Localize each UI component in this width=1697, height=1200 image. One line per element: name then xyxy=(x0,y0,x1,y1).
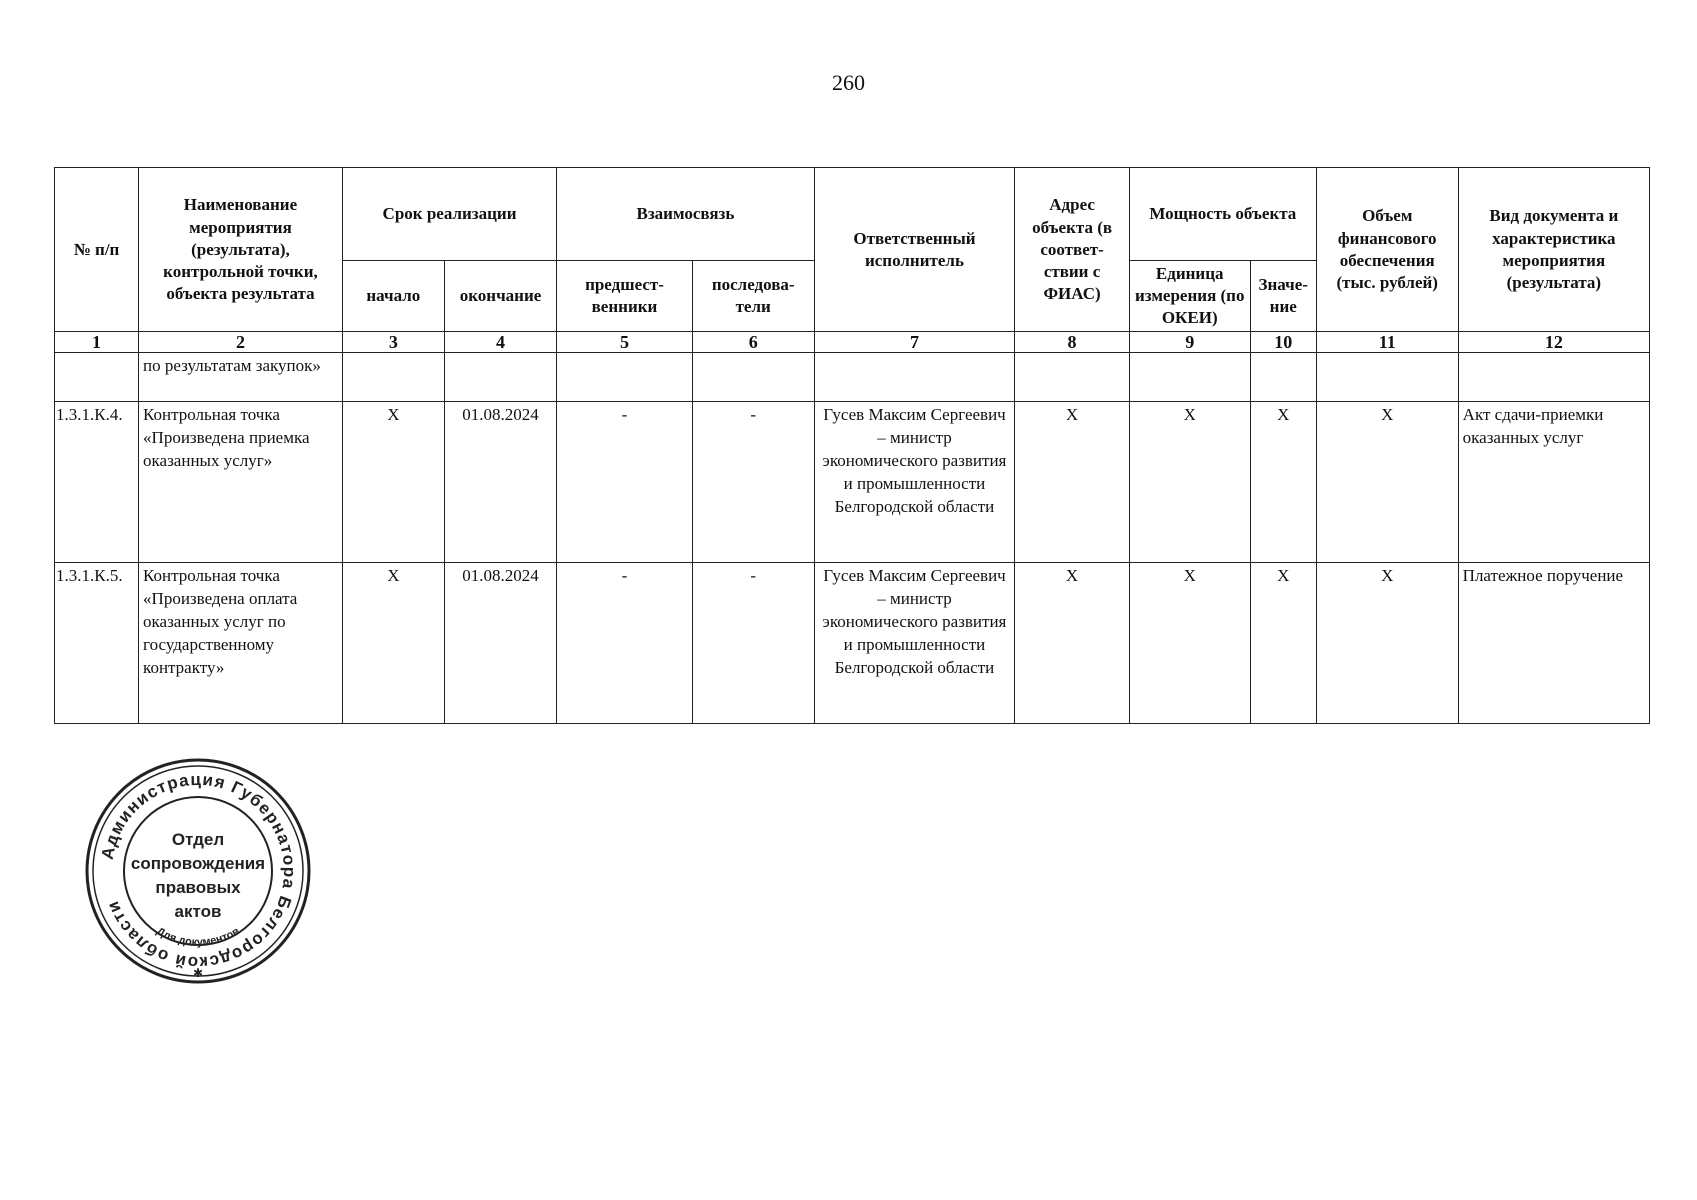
column-number: 9 xyxy=(1129,332,1250,353)
table-cell xyxy=(557,353,693,402)
header-link: Взаимосвязь xyxy=(557,168,814,261)
row-executor: Гусев Максим Сергеевич – министр экономического развития и промышленности Белгородской области xyxy=(814,402,1015,563)
continuation-name: по результатам закупок» xyxy=(139,353,343,402)
row-name: Контрольная точка «Произведена оплата оказанных услуг по государственному контракту» xyxy=(139,563,343,724)
page-number: 260 xyxy=(832,70,865,95)
column-number: 7 xyxy=(814,332,1015,353)
row-address: X xyxy=(1015,563,1130,724)
svg-text:Для документов xyxy=(154,925,242,948)
header-address: Адрес объекта (в соответ-ствии с ФИАС) xyxy=(1015,168,1130,332)
table-row xyxy=(55,402,1650,563)
header-row xyxy=(55,168,1650,261)
stamp-bottom-text: Для документов xyxy=(154,925,242,949)
row-unit: X xyxy=(1129,563,1250,724)
column-number: 12 xyxy=(1458,332,1649,353)
column-number: 1 xyxy=(55,332,139,353)
header-term-start: начало xyxy=(342,261,444,332)
table-cell xyxy=(444,353,556,402)
row-doc: Платежное поручение xyxy=(1458,563,1649,724)
row-value: X xyxy=(1250,402,1316,563)
column-number: 5 xyxy=(557,332,693,353)
table-cell xyxy=(342,353,444,402)
row-next: - xyxy=(692,563,814,724)
column-number: 2 xyxy=(139,332,343,353)
row-num: 1.3.1.К.5. xyxy=(55,563,139,724)
table-cell xyxy=(1458,353,1649,402)
header-link-prev: предшест-венники xyxy=(557,261,693,332)
column-number: 10 xyxy=(1250,332,1316,353)
row-prev: - xyxy=(557,402,693,563)
stamp-center-line: правовых xyxy=(155,878,241,897)
column-number: 6 xyxy=(692,332,814,353)
row-end: 01.08.2024 xyxy=(444,563,556,724)
column-number: 11 xyxy=(1316,332,1458,353)
column-number: 8 xyxy=(1015,332,1130,353)
header-term: Срок реализации xyxy=(342,168,556,261)
table-cell xyxy=(55,353,139,402)
row-start: X xyxy=(342,402,444,563)
header-doc: Вид документа и характеристика мероприятия (результата) xyxy=(1458,168,1649,332)
measures-table xyxy=(54,167,1650,724)
row-start: X xyxy=(342,563,444,724)
header-link-next: последова-тели xyxy=(692,261,814,332)
header-capacity: Мощность объекта xyxy=(1129,168,1316,261)
stamp-star-icon: ✱ xyxy=(192,966,204,980)
row-finance: X xyxy=(1316,563,1458,724)
header-num: № п/п xyxy=(55,168,139,332)
row-executor: Гусев Максим Сергеевич – министр экономического развития и промышленности Белгородской области xyxy=(814,563,1015,724)
table-cell xyxy=(1129,353,1250,402)
row-value: X xyxy=(1250,563,1316,724)
header-term-end: окончание xyxy=(444,261,556,332)
stamp-ring-text: Администрация Губернатора Белгородской области xyxy=(97,769,300,973)
table-cell xyxy=(1015,353,1130,402)
table-cell xyxy=(1316,353,1458,402)
row-unit: X xyxy=(1129,402,1250,563)
header-executor: Ответственный исполнитель xyxy=(814,168,1015,332)
stamp-center-line: актов xyxy=(174,902,222,921)
stamp-center-line: Отдел xyxy=(171,830,225,849)
header-value: Значе-ние xyxy=(1250,261,1316,332)
header-finance: Объем финансового обеспечения (тыс. рублей) xyxy=(1316,168,1458,332)
row-address: X xyxy=(1015,402,1130,563)
column-number-row xyxy=(55,332,1650,353)
row-doc: Акт сдачи-приемки оказанных услуг xyxy=(1458,402,1649,563)
continuation-row xyxy=(55,353,1650,402)
row-finance: X xyxy=(1316,402,1458,563)
row-next: - xyxy=(692,402,814,563)
table-cell xyxy=(1250,353,1316,402)
row-end: 01.08.2024 xyxy=(444,402,556,563)
column-number: 4 xyxy=(444,332,556,353)
stamp-center-line: сопровождения xyxy=(130,854,266,873)
row-num: 1.3.1.К.4. xyxy=(55,402,139,563)
department-stamp xyxy=(82,755,314,987)
table-row xyxy=(55,563,1650,724)
column-number: 3 xyxy=(342,332,444,353)
header-name: Наименование мероприятия (результата), контрольной точки, объекта результата xyxy=(139,168,343,332)
header-unit: Единица измерения (по ОКЕИ) xyxy=(1129,261,1250,332)
row-prev: - xyxy=(557,563,693,724)
table-cell xyxy=(814,353,1015,402)
table-cell xyxy=(692,353,814,402)
row-name: Контрольная точка «Произведена приемка оказанных услуг» xyxy=(139,402,343,563)
